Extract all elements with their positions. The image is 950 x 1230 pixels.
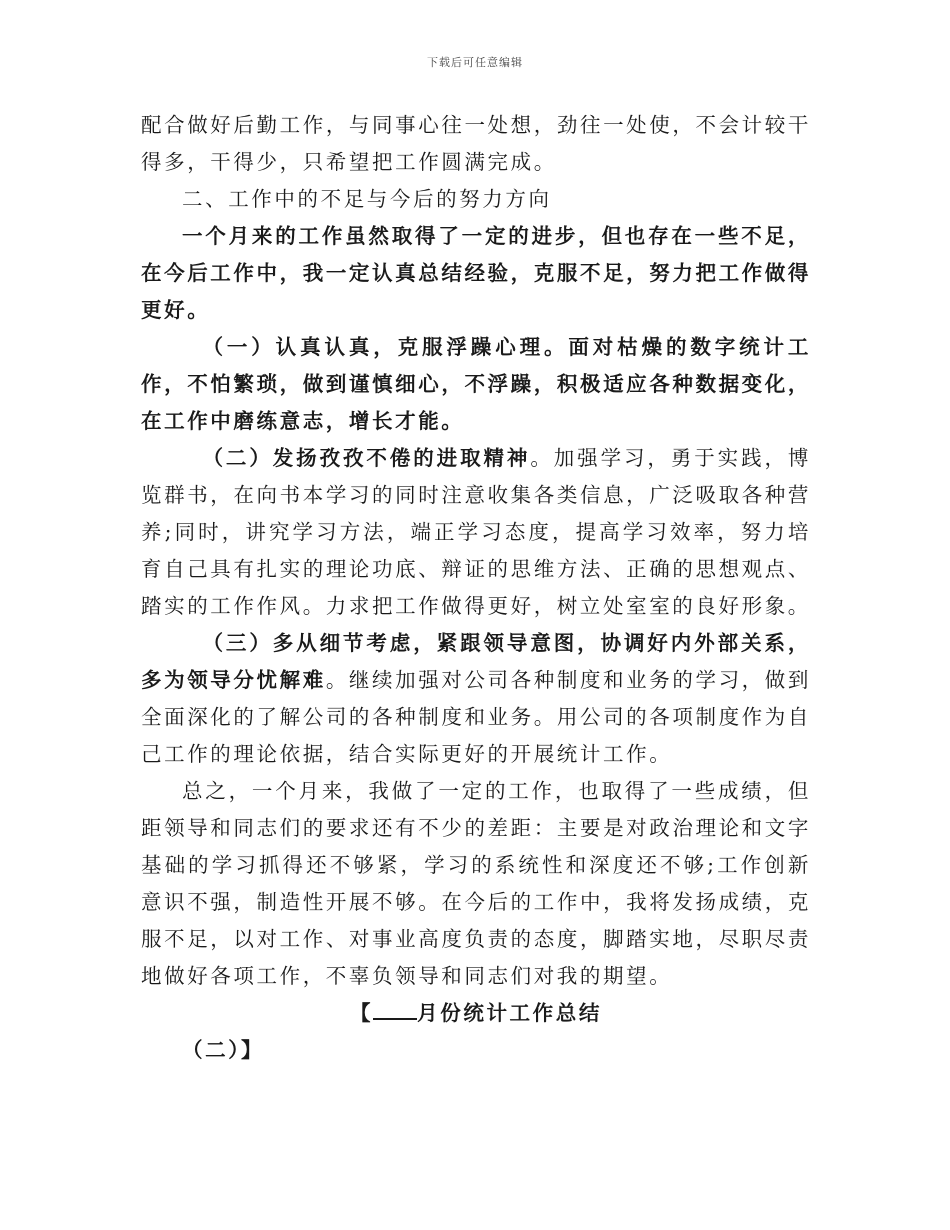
item-3-body: 。继续加强对公司各种制度和业务的学习，做到全面深化的了解公司的各种制度和业务。用公司的各项制度作为自己工作的理论依据，结合实际更好的开展统计工作。 xyxy=(141,668,811,766)
paragraph-item-1: （一）认真认真，克服浮躁心理。面对枯燥的数字统计工作，不怕繁琐，做到谨慎细心，不浮躁，积极适应各种数据变化，在工作中磨练意志，增长才能。 xyxy=(141,335,811,433)
title-blank xyxy=(373,1000,417,1020)
next-document-title xyxy=(141,995,811,1032)
item-3-heading: （三）多从细节考虑，紧跟领导意图，协调好内外部关系，多为领导分忧解难 xyxy=(141,631,811,692)
next-document-subtitle: （二）】 xyxy=(182,1038,265,1062)
title-text: 月份统计工作总结 xyxy=(417,1001,602,1025)
paragraph-item-3 xyxy=(141,625,811,773)
page-header: 下载后可任意编辑 xyxy=(427,56,523,69)
title-bracket: 【 xyxy=(350,1001,374,1025)
paragraph-intro: 一个月来的工作虽然取得了一定的进步，但也存在一些不足，在今后工作中，我一定认真总结经验，克服不足，努力把工作做得更好。 xyxy=(141,224,811,322)
item-2-heading: （二）发扬孜孜不倦的进取精神 xyxy=(202,446,531,470)
document-body xyxy=(141,107,811,1069)
paragraph-summary: 总之，一个月来，我做了一定的工作，也取得了一些成绩，但距领导和同志们的要求还有不少的差距：主要是对政治理论和文字基础的学习抓得还不够紧，学习的系统性和深度还不够;工作创新意识不强，制造性开展不够。在今后的工作中，我将发扬成绩，克服不足，以对工作、对事业高度负责的态度，脚踏实地，尽职尽责地做好各项工作，不辜负领导和同志们对我的期望。 xyxy=(141,779,811,988)
paragraph-item-2 xyxy=(141,440,811,625)
section-heading: 二、工作中的不足与今后的努力方向 xyxy=(182,187,552,211)
paragraph-continuation: 配合做好后勤工作，与同事心往一处想，劲往一处使，不会计较干得多，干得少，只希望把工作圆满完成。 xyxy=(141,113,811,174)
item-2-body: 。加强学习，勇于实践，博览群书，在向书本学习的同时注意收集各类信息，广泛吸取各种营养;同时，讲究学习方法，端正学习态度，提高学习效率，努力培育自己具有扎实的理论功底、辩证的思维方法、正确的思想观点、踏实的工作作风。力求把工作做得更好，树立处室室的良好形象。 xyxy=(141,446,811,618)
